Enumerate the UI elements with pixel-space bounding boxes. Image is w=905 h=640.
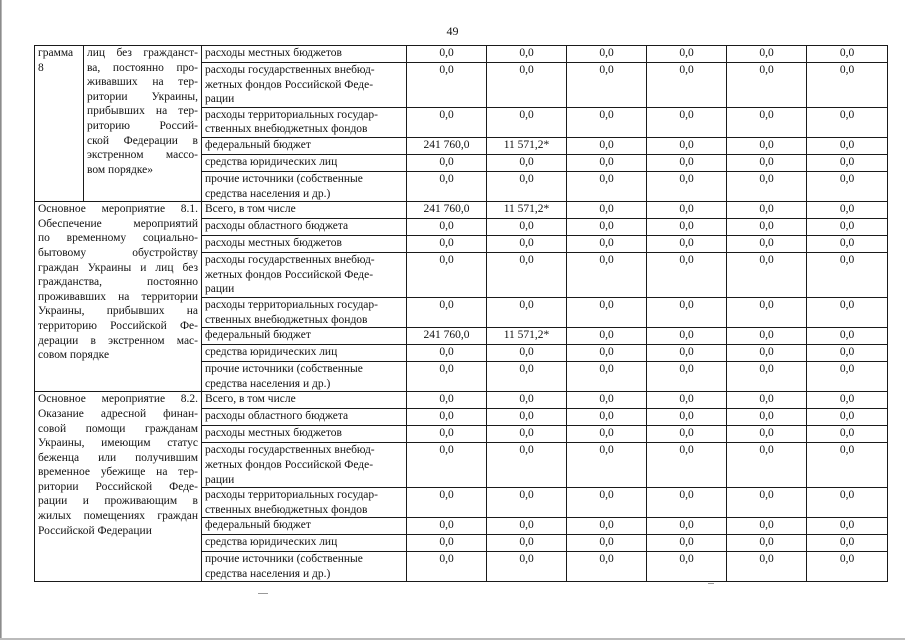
value-cell: 11 571,2*	[487, 328, 567, 345]
value-cell: 0,0	[567, 202, 647, 219]
value-cell: 0,0	[567, 443, 647, 488]
value-cell: 0,0	[647, 328, 727, 345]
description-line: гражданства, постоянно	[38, 276, 198, 289]
value-cell: 0,0	[807, 46, 888, 63]
value-cell: 0,0	[567, 488, 647, 518]
value-cell: 0,0	[807, 171, 888, 201]
description-line: вом порядке»	[87, 163, 153, 176]
value-cell: 0,0	[647, 392, 727, 409]
value-cell: 0,0	[727, 202, 807, 219]
value-cell: 0,0	[647, 362, 727, 392]
value-cell: 0,0	[647, 236, 727, 253]
description-line: совой помощи гражданам	[38, 422, 198, 435]
value-cell: 0,0	[567, 171, 647, 201]
funding-source-cell: расходы областного бюджета	[202, 409, 407, 426]
description-line: лиц без гражданст-	[87, 47, 198, 59]
value-cell: 0,0	[487, 297, 567, 327]
table-row	[35, 202, 888, 219]
funding-source-cell: федеральный бюджет	[202, 137, 407, 154]
table-row	[35, 46, 888, 63]
value-cell: 0,0	[647, 409, 727, 426]
funding-source-cell: прочие источники (собственные средства населения и др.)	[202, 362, 407, 392]
value-cell: 0,0	[807, 219, 888, 236]
value-cell: 0,0	[487, 219, 567, 236]
funding-source-cell: расходы территориальных государ- ственных внебюджетных фондов	[202, 297, 407, 327]
value-cell: 0,0	[727, 443, 807, 488]
value-cell: 0,0	[647, 535, 727, 552]
value-cell: 0,0	[807, 328, 888, 345]
value-cell: 0,0	[727, 46, 807, 63]
value-cell: 0,0	[567, 392, 647, 409]
value-cell: 0,0	[567, 535, 647, 552]
activity-description-cell	[35, 392, 202, 582]
value-cell: 0,0	[487, 253, 567, 298]
activity-description-cell	[35, 202, 202, 392]
value-cell: 0,0	[727, 488, 807, 518]
value-cell: 0,0	[567, 236, 647, 253]
value-cell: 0,0	[727, 392, 807, 409]
description-line: ской Федерации в	[87, 134, 198, 147]
funding-source-cell: расходы местных бюджетов	[202, 236, 407, 253]
value-cell: 0,0	[407, 63, 487, 108]
value-cell: 0,0	[727, 253, 807, 298]
funding-source-cell: средства юридических лиц	[202, 154, 407, 171]
value-cell: 0,0	[567, 552, 647, 582]
description-line: грамма	[38, 47, 74, 59]
value-cell: 0,0	[567, 253, 647, 298]
description-line: совом порядке	[38, 349, 110, 362]
value-cell: 0,0	[727, 409, 807, 426]
value-cell: 0,0	[727, 328, 807, 345]
funding-source-cell: федеральный бюджет	[202, 518, 407, 535]
value-cell: 0,0	[647, 46, 727, 63]
value-cell: 0,0	[807, 426, 888, 443]
value-cell: 0,0	[647, 426, 727, 443]
value-cell: 0,0	[807, 63, 888, 108]
funding-source-cell: расходы государственных внебюд- жетных фондов Российской Феде- рации	[202, 443, 407, 488]
value-cell: 0,0	[727, 63, 807, 108]
value-cell: 0,0	[407, 297, 487, 327]
value-cell: 0,0	[647, 154, 727, 171]
value-cell: 0,0	[487, 488, 567, 518]
funding-source-cell: прочие источники (собственные средства населения и др.)	[202, 552, 407, 582]
value-cell: 0,0	[727, 518, 807, 535]
value-cell: 241 760,0	[407, 137, 487, 154]
value-cell: 0,0	[647, 443, 727, 488]
description-line: временное убежище на тер-	[38, 466, 198, 479]
value-cell: 0,0	[807, 202, 888, 219]
funding-source-cell: расходы областного бюджета	[202, 219, 407, 236]
description-line: Украины, прибывших на	[38, 305, 198, 318]
value-cell: 0,0	[647, 171, 727, 201]
value-cell: 0,0	[727, 552, 807, 582]
value-cell: 0,0	[727, 535, 807, 552]
funding-source-cell: Всего, в том числе	[202, 392, 407, 409]
value-cell: 0,0	[727, 362, 807, 392]
value-cell: 241 760,0	[407, 328, 487, 345]
value-cell: 0,0	[647, 137, 727, 154]
description-line: Обеспечение мероприятий	[38, 217, 198, 230]
value-cell: 0,0	[647, 219, 727, 236]
description-line: Украины, имеющим статус	[38, 437, 198, 450]
value-cell: 0,0	[647, 488, 727, 518]
value-cell: 0,0	[567, 345, 647, 362]
value-cell: 0,0	[487, 154, 567, 171]
value-cell: 241 760,0	[407, 202, 487, 219]
description-line: экстренном массо-	[87, 149, 198, 162]
funding-source-cell: средства юридических лиц	[202, 345, 407, 362]
funding-source-cell: расходы территориальных государ- ственных внебюджетных фондов	[202, 107, 407, 137]
value-cell: 0,0	[407, 154, 487, 171]
value-cell: 0,0	[807, 297, 888, 327]
value-cell: 0,0	[487, 107, 567, 137]
description-line: дерации в экстренном мас-	[38, 334, 198, 347]
value-cell: 0,0	[487, 46, 567, 63]
value-cell: 11 571,2*	[487, 202, 567, 219]
value-cell: 0,0	[727, 137, 807, 154]
value-cell: 0,0	[407, 552, 487, 582]
value-cell: 0,0	[487, 63, 567, 108]
description-line: 8	[38, 61, 44, 74]
value-cell: 0,0	[487, 236, 567, 253]
value-cell: 0,0	[567, 328, 647, 345]
value-cell: 0,0	[807, 345, 888, 362]
value-cell: 0,0	[807, 253, 888, 298]
description-line: проживавших на территории	[38, 290, 198, 303]
value-cell: 0,0	[487, 518, 567, 535]
scan-speck	[258, 593, 268, 594]
value-cell: 0,0	[647, 202, 727, 219]
scan-speck	[708, 583, 714, 584]
value-cell: 0,0	[807, 488, 888, 518]
value-cell: 0,0	[807, 443, 888, 488]
value-cell: 0,0	[487, 426, 567, 443]
value-cell: 0,0	[807, 552, 888, 582]
funding-source-cell: расходы местных бюджетов	[202, 46, 407, 63]
value-cell: 0,0	[487, 443, 567, 488]
funding-source-cell: федеральный бюджет	[202, 328, 407, 345]
funding-source-cell: расходы государственных внебюд- жетных фондов Российской Феде- рации	[202, 253, 407, 298]
description-line: Основное мероприятие 8.1.	[38, 203, 198, 216]
description-line: живавших на тер-	[87, 76, 198, 89]
value-cell: 0,0	[407, 345, 487, 362]
value-cell: 0,0	[647, 63, 727, 108]
value-cell: 0,0	[727, 219, 807, 236]
value-cell: 0,0	[727, 171, 807, 201]
value-cell: 0,0	[407, 392, 487, 409]
value-cell: 0,0	[727, 426, 807, 443]
description-line: Российской Федерации	[38, 524, 152, 537]
description-line: ва, постоянно про-	[87, 61, 198, 74]
description-line: прибывших на тер-	[87, 105, 198, 118]
table-row	[35, 392, 888, 409]
value-cell: 0,0	[807, 137, 888, 154]
value-cell: 0,0	[727, 297, 807, 327]
value-cell: 0,0	[407, 362, 487, 392]
description-line: жилых помещениях граждан	[38, 510, 198, 523]
value-cell: 11 571,2*	[487, 137, 567, 154]
description-line: территорию Российской Фе-	[38, 319, 198, 332]
program-description-cell	[84, 46, 202, 202]
description-line: по временному социально-	[38, 232, 198, 245]
value-cell: 0,0	[487, 345, 567, 362]
value-cell: 0,0	[487, 409, 567, 426]
description-line: Основное мероприятие 8.2.	[38, 393, 198, 406]
value-cell: 0,0	[567, 362, 647, 392]
funding-source-cell: Всего, в том числе	[202, 202, 407, 219]
value-cell: 0,0	[567, 426, 647, 443]
description-line: риторию Россий-	[87, 119, 198, 132]
value-cell: 0,0	[567, 219, 647, 236]
value-cell: 0,0	[407, 236, 487, 253]
budget-table	[34, 45, 888, 582]
value-cell: 0,0	[407, 253, 487, 298]
value-cell: 0,0	[807, 518, 888, 535]
value-cell: 0,0	[647, 297, 727, 327]
value-cell: 0,0	[567, 137, 647, 154]
value-cell: 0,0	[807, 409, 888, 426]
description-line: граждан Украины и лиц без	[38, 261, 198, 274]
value-cell: 0,0	[807, 392, 888, 409]
value-cell: 0,0	[727, 107, 807, 137]
value-cell: 0,0	[807, 107, 888, 137]
value-cell: 0,0	[407, 535, 487, 552]
value-cell: 0,0	[807, 154, 888, 171]
value-cell: 0,0	[567, 297, 647, 327]
funding-source-cell: средства юридических лиц	[202, 535, 407, 552]
funding-source-cell: расходы местных бюджетов	[202, 426, 407, 443]
funding-source-cell: прочие источники (собственные средства населения и др.)	[202, 171, 407, 201]
description-line: бытовому обустройству	[38, 246, 198, 259]
value-cell: 0,0	[727, 154, 807, 171]
value-cell: 0,0	[807, 362, 888, 392]
value-cell: 0,0	[647, 253, 727, 298]
value-cell: 0,0	[407, 46, 487, 63]
value-cell: 0,0	[807, 236, 888, 253]
description-line: ритории Украины,	[87, 90, 198, 103]
funding-source-cell: расходы территориальных государ- ственных внебюджетных фондов	[202, 488, 407, 518]
value-cell: 0,0	[647, 552, 727, 582]
value-cell: 0,0	[647, 107, 727, 137]
value-cell: 0,0	[567, 409, 647, 426]
value-cell: 0,0	[567, 154, 647, 171]
value-cell: 0,0	[647, 518, 727, 535]
page-number: 49	[446, 24, 459, 38]
value-cell: 0,0	[407, 443, 487, 488]
description-line: беженца или получившим	[38, 451, 198, 464]
scan-edge	[0, 0, 2, 640]
description-line: рации и проживающим в	[38, 495, 198, 508]
program-code-cell	[35, 46, 84, 202]
value-cell: 0,0	[407, 107, 487, 137]
value-cell: 0,0	[487, 392, 567, 409]
value-cell: 0,0	[487, 535, 567, 552]
value-cell: 0,0	[407, 171, 487, 201]
value-cell: 0,0	[727, 236, 807, 253]
value-cell: 0,0	[647, 345, 727, 362]
value-cell: 0,0	[407, 518, 487, 535]
value-cell: 0,0	[407, 488, 487, 518]
value-cell: 0,0	[487, 171, 567, 201]
description-line: Оказание адресной финан-	[38, 407, 198, 420]
value-cell: 0,0	[807, 535, 888, 552]
value-cell: 0,0	[567, 107, 647, 137]
value-cell: 0,0	[567, 63, 647, 108]
value-cell: 0,0	[407, 426, 487, 443]
table-body	[35, 46, 888, 582]
value-cell: 0,0	[487, 362, 567, 392]
funding-source-cell: расходы государственных внебюд- жетных фондов Российской Феде- рации	[202, 63, 407, 108]
value-cell: 0,0	[487, 552, 567, 582]
value-cell: 0,0	[567, 46, 647, 63]
value-cell: 0,0	[407, 409, 487, 426]
value-cell: 0,0	[727, 345, 807, 362]
description-line: ритории Российской Феде-	[38, 480, 198, 493]
value-cell: 0,0	[407, 219, 487, 236]
value-cell: 0,0	[567, 518, 647, 535]
